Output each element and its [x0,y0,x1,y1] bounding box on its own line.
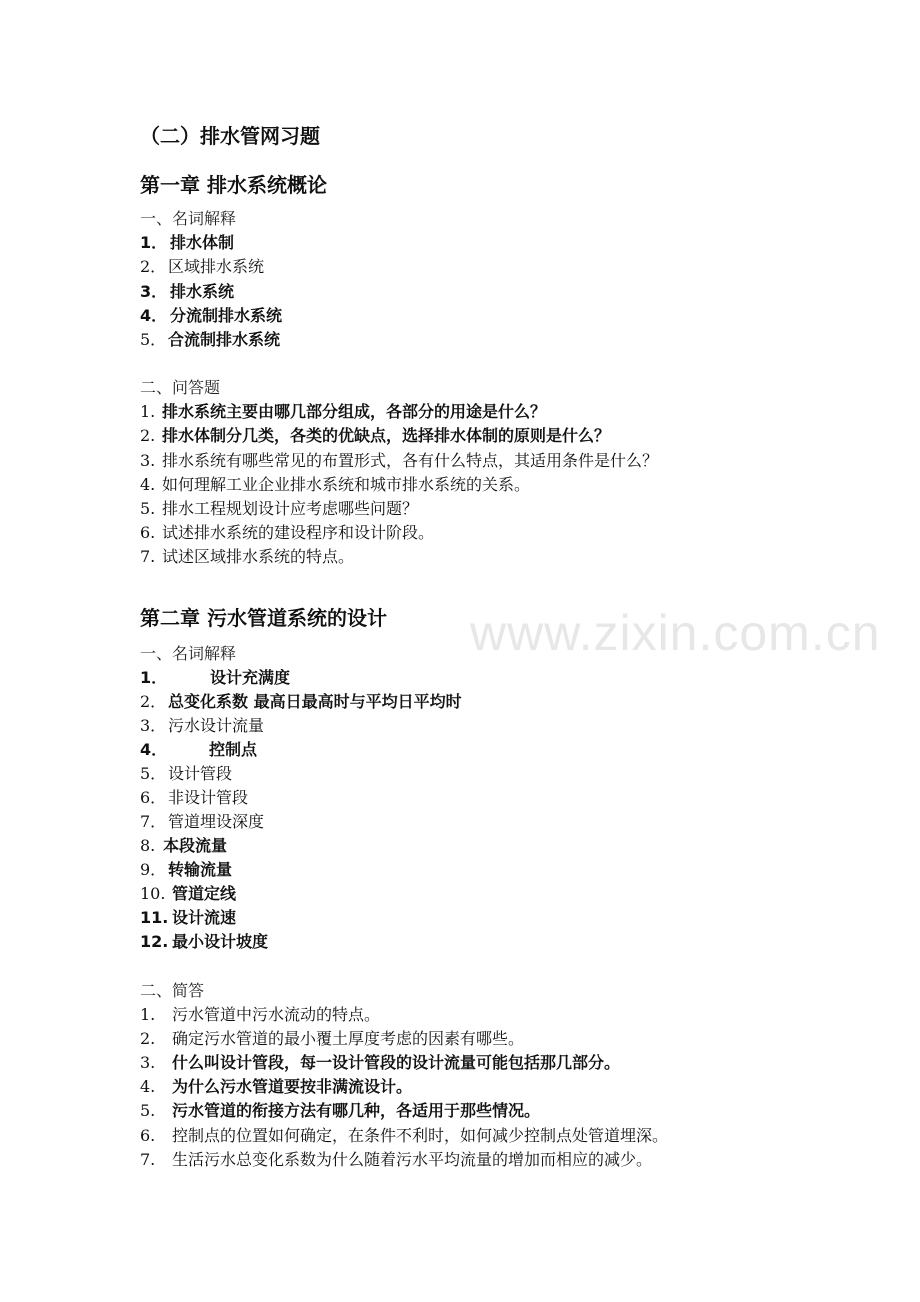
list-item: 1． 排水体制 [140,233,235,252]
list-item: 3． 污水设计流量 [140,716,265,735]
list-item: 4. 为什么污水管道要按非满流设计。 [140,1077,413,1096]
chapter-2-heading: 第二章 污水管道系统的设计 [140,606,387,630]
list-item: 6． 非设计管段 [140,788,249,807]
list-item: 11. 设计流速 [140,908,237,927]
list-item: 5． 合流制排水系统 [140,330,281,349]
list-item: 1． 设计充满度 [140,668,291,687]
list-item: 3． 排水系统 [140,282,235,301]
list-item: 1. 排水系统主要由哪几部分组成，各部分的用途是什么？ [140,402,547,421]
list-item: 2． 总变化系数 最高日最高时与平均日平均时 [140,692,462,711]
list-item: 10. 管道定线 [140,884,237,903]
list-item: 2． 区域排水系统 [140,257,265,276]
list-item: 12. 最小设计坡度 [140,932,269,951]
list-item: 6. 试述排水系统的建设程序和设计阶段。 [140,523,435,542]
list-item: 8. 本段流量 [140,836,228,855]
list-item: 2. 排水体制分几类，各类的优缺点，选择排水体制的原则是什么？ [140,426,611,445]
list-item: 5． 设计管段 [140,764,233,783]
list-item: 4． 控制点 [140,740,258,759]
list-item: 3. 什么叫设计管段，每一设计管段的设计流量可能包括那几部分。 [140,1053,621,1072]
list-item: 7. 试述区域排水系统的特点。 [140,547,355,566]
list-item: 9． 转输流量 [140,860,233,879]
list-item: 1. 污水管道中污水流动的特点。 [140,1005,381,1024]
watermark: www.zixin.com.cn [470,605,881,661]
chapter-2-questions-title: 二、简答 [140,981,205,1000]
list-item: 5. 污水管道的衔接方法有哪几种，各适用于那些情况。 [140,1101,541,1120]
list-item: 6. 控制点的位置如何确定，在条件不利时，如何减少控制点处管道埋深。 [140,1126,669,1145]
list-item: 7． 管道埋设深度 [140,812,265,831]
chapter-1-questions-title: 二、问答题 [140,378,221,397]
list-item: 3. 排水系统有哪些常见的布置形式，各有什么特点，其适用条件是什么？ [140,451,659,470]
chapter-2-terms-title: 一、名词解释 [140,644,237,663]
list-item: 4． 分流制排水系统 [140,306,283,325]
list-item: 5. 排水工程规划设计应考虑哪些问题？ [140,499,419,518]
list-item: 4. 如何理解工业企业排水系统和城市排水系统的关系。 [140,475,531,494]
list-item: 2. 确定污水管道的最小覆土厚度考虑的因素有哪些。 [140,1029,525,1048]
document-title: （二）排水管网习题 [140,124,320,148]
chapter-1-terms-title: 一、名词解释 [140,209,237,228]
list-item: 7. 生活污水总变化系数为什么随着污水平均流量的增加而相应的减少。 [140,1150,653,1169]
chapter-1-heading: 第一章 排水系统概论 [140,173,327,197]
